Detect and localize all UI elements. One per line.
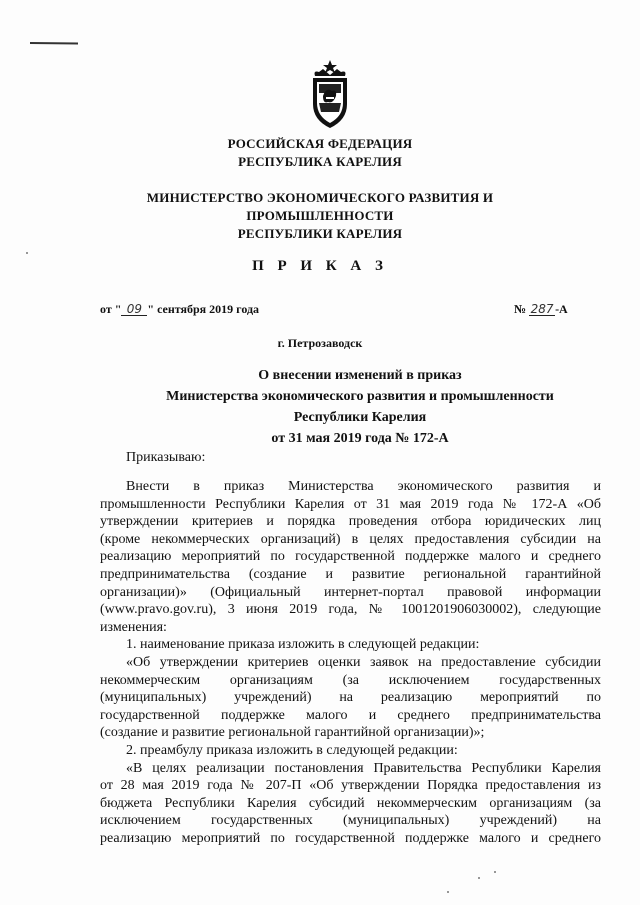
- text-line: реализацию мероприятий по государственной поддержке малого и среднего: [100, 830, 601, 846]
- text-line: государственной поддержке малого и среднего предпринимательства: [100, 707, 601, 723]
- ministry-name-line1: МИНИСТЕРСТВО ЭКОНОМИЧЕСКОГО РАЗВИТИЯ И: [146, 190, 494, 205]
- text-line: организации)» (Официальный интернет-портал правовой информации: [100, 584, 601, 600]
- text-line: реализацию мероприятий по государственной поддержке малого и среднего: [100, 549, 601, 565]
- coat-of-arms-emblem: [309, 60, 351, 130]
- text-line: «Об утверждении критериев оценки заявок на предоставление субсидии: [126, 654, 601, 670]
- text-line: промышленности Республики Карелия от 31 мая 2019 года № 172-А «Об: [100, 496, 601, 512]
- text-line: (www.pravo.gov.ru), 3 июня 2019 года, № 1001201906030002), следующие: [100, 602, 601, 618]
- scan-speck: [494, 871, 496, 873]
- text-line: (муниципальных) учреждений) на реализацию мероприятий по: [100, 690, 601, 706]
- list-item-1: 1. наименование приказа изложить в следующей редакции:: [126, 637, 480, 653]
- scan-speck: [26, 252, 28, 254]
- order-number: [514, 302, 568, 317]
- date-prefix: от ": [100, 302, 122, 316]
- text-line: от 28 мая 2019 года № 207-П «Об утверждении Порядка предоставления из: [100, 778, 601, 794]
- paragraph-1: [100, 478, 601, 847]
- number-suffix: -А: [555, 302, 568, 316]
- number-handwritten: 287: [530, 302, 554, 316]
- text-line: исключением государственных (муниципальных) учреждений) на: [100, 813, 601, 829]
- scan-mark: [30, 41, 78, 45]
- subject-line4: от 31 мая 2019 года № 172-А: [271, 431, 449, 446]
- text-line: некоммерческим организациям (за исключением государственных: [100, 672, 601, 688]
- republic-name: РЕСПУБЛИКА КАРЕЛИЯ: [238, 154, 402, 169]
- text-line: Внести в приказ Министерства экономического развития и: [126, 479, 601, 494]
- decree-text: Приказываю:: [126, 450, 206, 465]
- text-line: (кроме некоммерческих организаций) в целях предоставления субсидии на: [100, 531, 601, 547]
- text-line: предпринимательства (создание и развитие региональной гарантийной: [100, 566, 601, 582]
- ministry-name-line3: РЕСПУБЛИКИ КАРЕЛИЯ: [237, 226, 403, 241]
- text-line: бюджета Республики Карелия субсидий некоммерческим организациям (за: [100, 795, 601, 811]
- text-line: изменения:: [100, 619, 167, 635]
- scan-speck: [447, 891, 449, 893]
- country-name: РОССИЙСКАЯ ФЕДЕРАЦИЯ: [227, 136, 413, 151]
- subject-line2: Министерства экономического развития и промышленности: [166, 389, 554, 404]
- subject-line3: Республики Карелия: [293, 410, 427, 425]
- date-suffix: " сентября 2019 года: [147, 302, 260, 316]
- subject-line1: О внесении изменений в приказ: [258, 368, 462, 383]
- ministry-name-line2: ПРОМЫШЛЕННОСТИ: [246, 208, 394, 223]
- date-day-handwritten: 09: [121, 303, 147, 316]
- document-title: П Р И К А З: [252, 258, 388, 274]
- city: г. Петрозаводск: [277, 336, 363, 350]
- number-prefix: №: [514, 302, 527, 316]
- decree-word: [100, 449, 601, 467]
- text-line: (создание и развитие региональной гарантийной организации)»;: [100, 725, 485, 741]
- text-line: «В целях реализации постановления Правительства Республики Карелия: [126, 760, 601, 776]
- list-item-2: 2. преамбулу приказа изложить в следующей редакции:: [126, 742, 458, 758]
- order-date: [100, 302, 259, 317]
- text-line: утверждении критериев и порядка проведения отбора юридических лиц: [100, 514, 601, 530]
- scan-speck: [478, 877, 480, 879]
